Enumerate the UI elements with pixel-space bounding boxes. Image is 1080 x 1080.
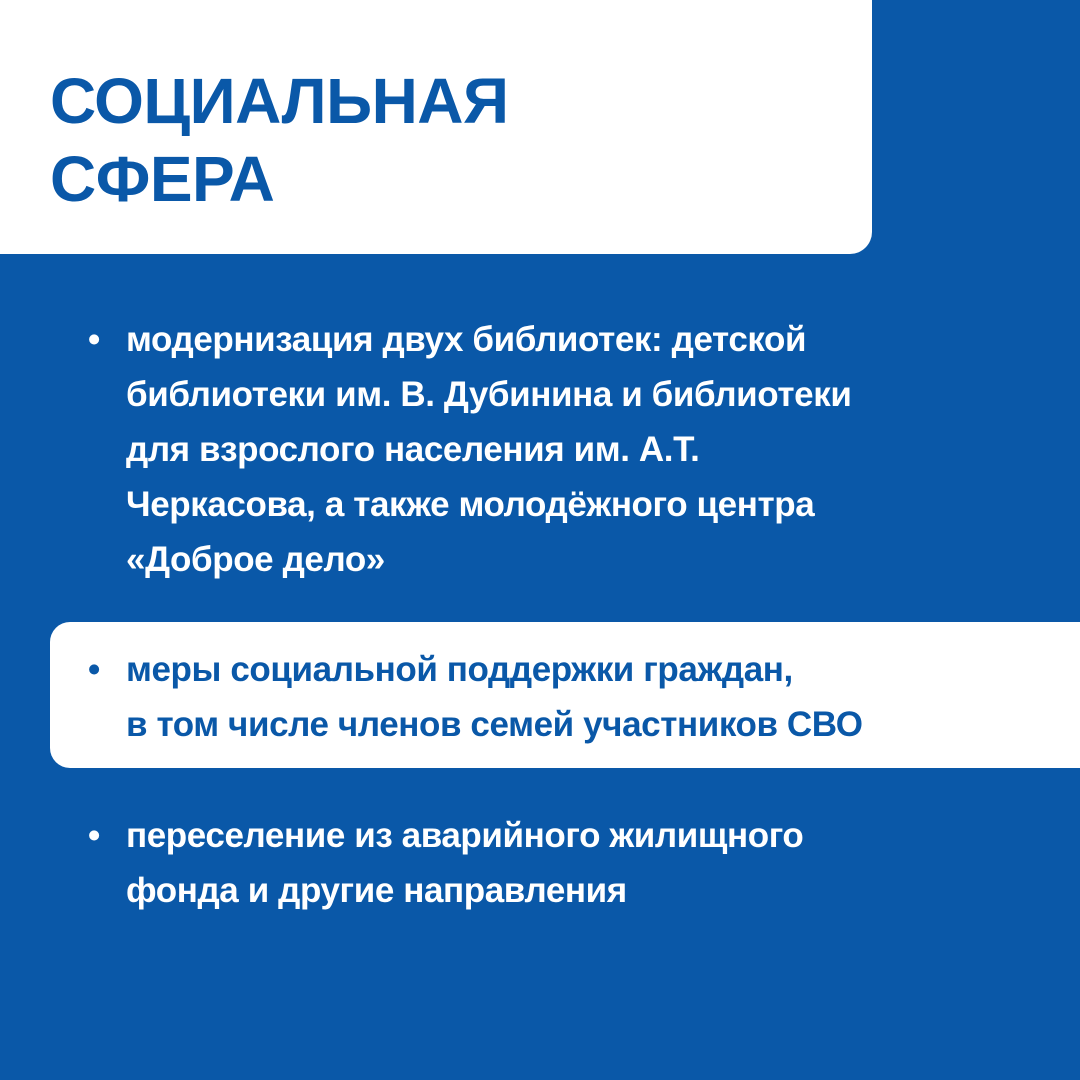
list-item-line: меры социальной поддержки граждан, <box>126 650 793 689</box>
list-item-line: в том числе членов семей участников СВО <box>126 705 863 744</box>
list-item-text <box>126 312 851 587</box>
page-title <box>50 62 509 218</box>
list-item-line: модернизация двух библиотек: детской <box>126 320 807 359</box>
list-item-social-support <box>88 642 1048 752</box>
page-title-line-1: СОЦИАЛЬНАЯ <box>50 65 509 137</box>
list-item-line: для взрослого населения им. А.Т. <box>126 430 700 469</box>
list-item-line: переселение из аварийного жилищного <box>126 816 804 855</box>
bullet-icon: • <box>88 650 100 689</box>
bullet-icon: • <box>88 816 100 855</box>
list-item-text <box>126 808 803 918</box>
list-item-line: библиотеки им. В. Дубинина и библиотеки <box>126 375 852 414</box>
list-item-line: Черкасова, а также молодёжного центра <box>126 485 815 524</box>
list-item-text <box>126 642 863 752</box>
list-item-libraries <box>88 312 1048 592</box>
list-item-resettlement <box>88 808 1048 918</box>
bullet-icon: • <box>88 320 100 359</box>
page-title-line-2: СФЕРА <box>50 143 275 215</box>
title-card <box>0 0 872 254</box>
list-item-line: «Доброе дело» <box>126 540 385 579</box>
list-item-line: фонда и другие направления <box>126 871 627 910</box>
